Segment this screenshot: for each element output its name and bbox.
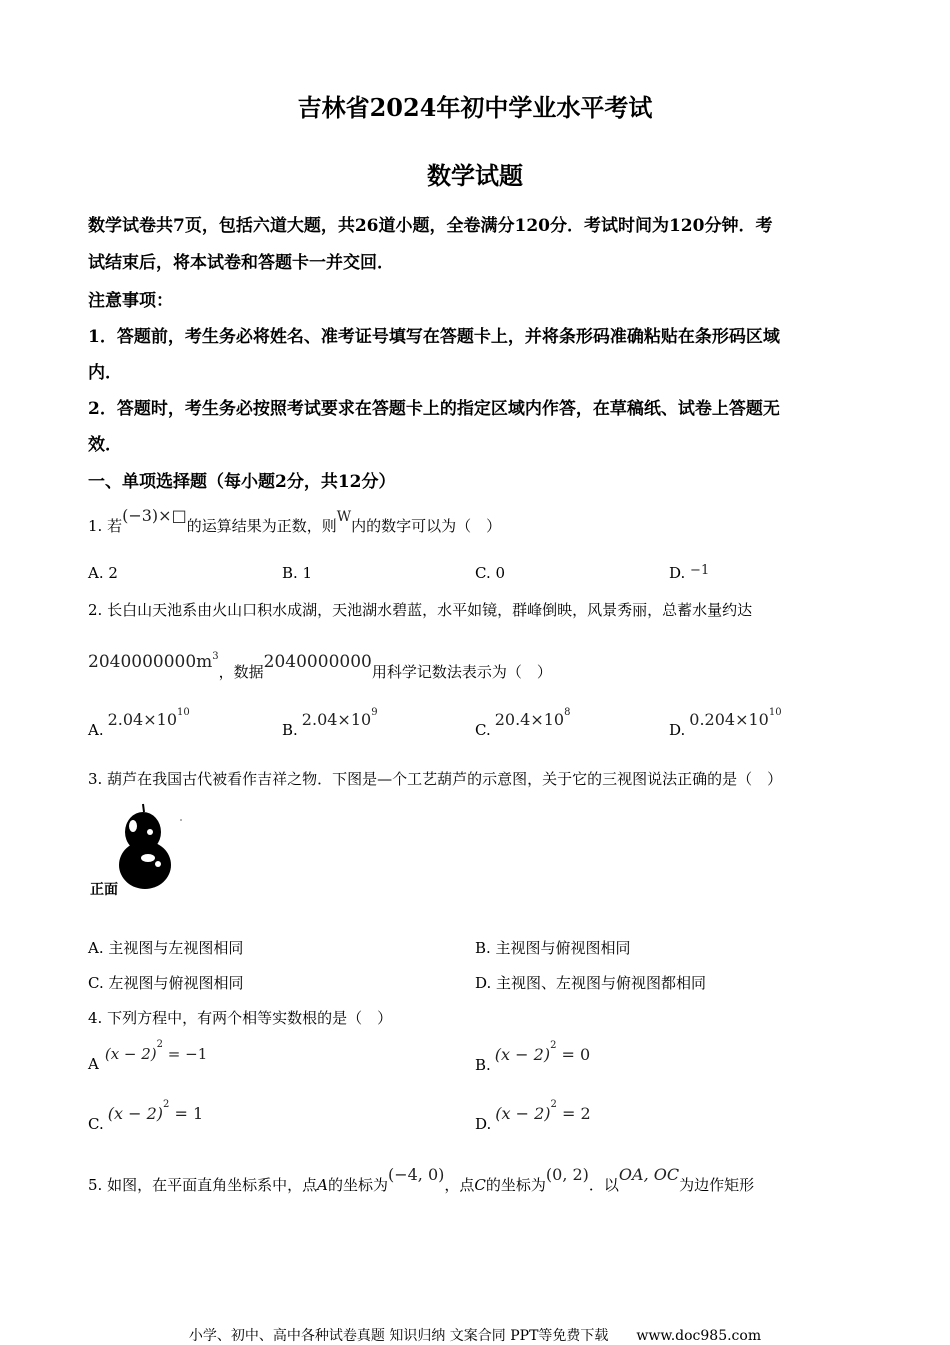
q2-option-d-math: 0.204×10 (689, 710, 769, 729)
q2-volume: 2040000000m (88, 652, 213, 672)
q4-option-c-label: C. (88, 1115, 104, 1133)
q1-expression: (−3)× (122, 506, 172, 525)
q4-option-c-rhs: = 1 (169, 1104, 204, 1123)
q5-mid-3: 的坐标为 (485, 1176, 546, 1194)
q1-blank-symbol: W (336, 509, 352, 525)
q2-option-c-math: 20.4×10 (494, 710, 565, 729)
q4-option-d-math: (x − 2) (495, 1104, 551, 1123)
q1-option-d-value: −1 (690, 563, 710, 578)
q2-line-2 (88, 651, 552, 682)
q2-option-b-math: 2.04×10 (301, 710, 372, 729)
q4-option-a-rhs: = −1 (163, 1045, 208, 1063)
note-1-line-2: 内． (88, 363, 122, 383)
q2-option-a-math: 2.04×10 (107, 710, 177, 729)
page-subtitle: 数学试题 (427, 161, 523, 190)
q2-option-b-exp: 9 (371, 707, 378, 718)
q4-option-b-exp: 2 (550, 1040, 557, 1051)
q2-option-d-exp: 10 (768, 707, 782, 718)
q4-text: 4. 下列方程中，有两个相等实数根的是（ ） (88, 1009, 393, 1027)
question-5 (88, 1165, 755, 1195)
q3-option-d: D. 主视图、左视图与俯视图都相同 (475, 974, 707, 992)
note-1-line-1: 1．答题前，考生务必将姓名、准考证号填写在答题卡上，并将条形码准确粘贴在条形码区域 (88, 327, 780, 347)
q4-option-c (88, 1099, 204, 1133)
q4-option-a (88, 1039, 208, 1073)
q5-mid-1: 的坐标为 (327, 1176, 388, 1194)
q4-option-c-math: (x − 2) (107, 1104, 163, 1123)
q2-number: 2040000000 (263, 652, 372, 672)
q5-coord-a: (−4, 0) (387, 1165, 445, 1184)
q1-option-b: B. 1 (282, 564, 313, 582)
q4-option-d-label: D. (475, 1115, 492, 1133)
q5-coord-c: (0, 2) (545, 1165, 589, 1184)
page-footer: 小学、初中、高中各种试卷真题 知识归纳 文案合同 PPT等免费下载 www.doc985.com (188, 1328, 762, 1344)
q2-option-a-label: A. (88, 721, 104, 739)
note-2-line-1: 2．答题时，考生务必按照考试要求在答题卡上的指定区域内作答，在草稿纸、试卷上答题无 (88, 399, 780, 419)
q1-blank-box: □ (171, 506, 187, 525)
q1-option-d-label: D. (669, 564, 686, 582)
intro-line-1: 数学试卷共7页，包括六道大题，共26道小题，全卷满分120分．考试时间为120分钟．考 (88, 216, 773, 236)
q2-volume-exp: 3 (212, 651, 219, 662)
q1-option-c: C. 0 (475, 564, 506, 582)
q3-option-c: C. 左视图与俯视图相同 (88, 974, 244, 992)
q4-option-a-exp: 2 (156, 1039, 164, 1050)
q1-suffix: 内的数字可以为（ ） (351, 517, 502, 535)
q5-mid-4: ．以 (588, 1176, 619, 1194)
q4-option-d-rhs: = 2 (556, 1104, 591, 1123)
q1-option-a: A. 2 (88, 564, 118, 582)
q3-option-b: B. 主视图与俯视图相同 (475, 939, 631, 957)
q1-option-d (669, 564, 709, 582)
note-2-line-2: 效． (88, 435, 122, 455)
q5-point-a: A (317, 1176, 328, 1194)
q4-option-b-label: B. (475, 1056, 491, 1074)
notes-heading: 注意事项： (88, 291, 173, 311)
q4-option-a-label: A (88, 1055, 99, 1073)
q2-suffix: 用科学记数法表示为（ ） (371, 663, 552, 681)
q2-option-d-label: D. (669, 721, 686, 739)
q1-mid: 的运算结果为正数，则 (186, 517, 337, 535)
q4-option-b-rhs: = 0 (556, 1045, 591, 1064)
intro-line-2: 试结束后，将本试卷和答题卡一并交回． (88, 253, 394, 273)
q5-mid-2: ，点 (444, 1176, 475, 1194)
q2-option-c-label: C. (475, 721, 491, 739)
q3-text: 3. 葫芦在我国古代被看作吉祥之物．下图是—个工艺葫芦的示意图，关于它的三视图说法正确的是（ ） (88, 770, 783, 788)
question-1 (88, 506, 502, 536)
q3-option-a: A. 主视图与左视图相同 (88, 939, 244, 957)
q2-option-a-exp: 10 (177, 707, 190, 718)
q5-suffix: 为边作矩形 (679, 1176, 755, 1194)
q2-line-1: 2. 长白山天池系由火山口积水成湖，天池湖水碧蓝，水平如镜，群峰倒映，风景秀丽，总蓄水量约达 (88, 601, 753, 619)
figure-label-front: 正面 (90, 882, 118, 898)
q2-option-b-label: B. (282, 721, 298, 739)
q5-prefix: 5. 如图，在平面直角坐标系中，点 (88, 1176, 318, 1194)
q4-option-b (475, 1040, 591, 1074)
q2-option-c-exp: 8 (564, 707, 571, 718)
q5-segments: OA, OC (618, 1165, 680, 1184)
q4-option-d-exp: 2 (550, 1099, 557, 1110)
q4-option-a-math: (x − 2) (104, 1045, 157, 1063)
q5-point-c: C (474, 1176, 486, 1194)
q4-option-c-exp: 2 (162, 1099, 170, 1110)
section-1-heading: 一、单项选择题（每小题2分，共12分） (88, 472, 396, 492)
q4-option-d (475, 1099, 591, 1133)
q2-mid: ，数据 (218, 663, 264, 681)
page-title: 吉林省2024年初中学业水平考试 (297, 93, 653, 122)
q1-prefix: 1. 若 (88, 517, 123, 535)
q4-option-b-math: (x − 2) (494, 1045, 551, 1064)
